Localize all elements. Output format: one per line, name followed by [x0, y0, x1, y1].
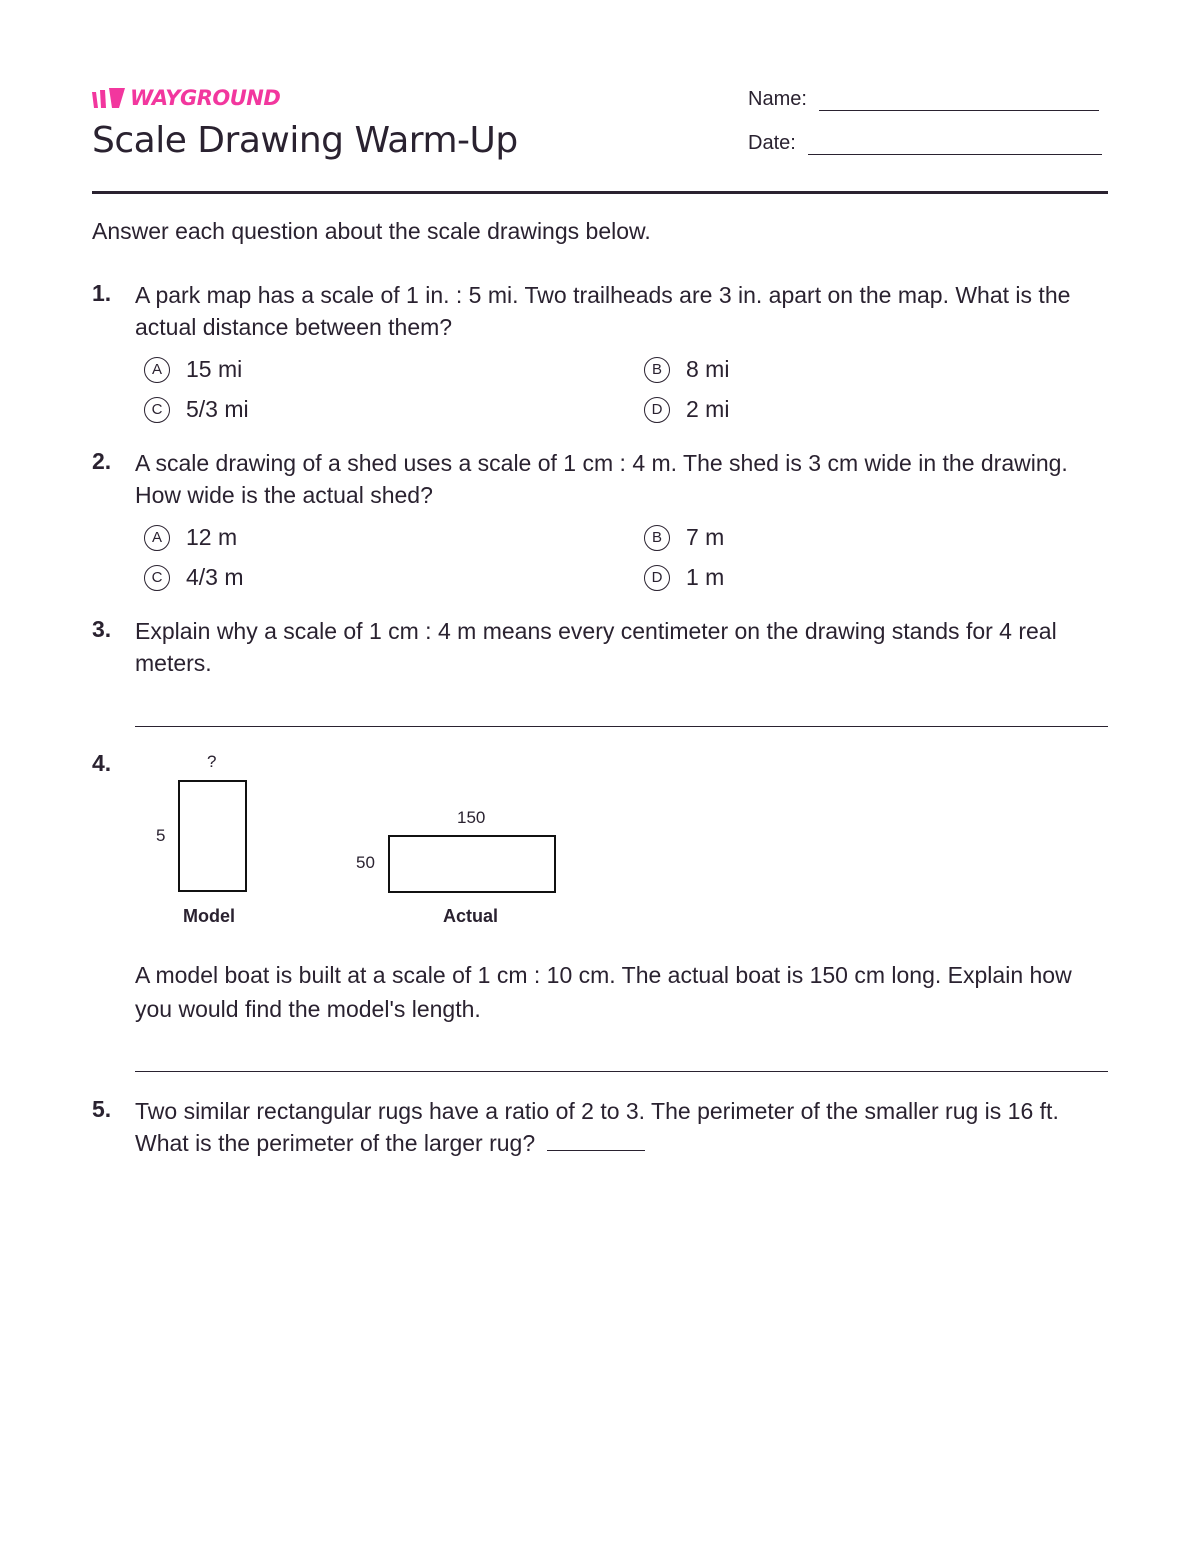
choice-text: 1 m	[686, 564, 725, 590]
question-number-4: 4.	[92, 750, 112, 776]
question-number-2: 2.	[92, 448, 112, 474]
brand-name: WAYGROUND	[130, 86, 281, 110]
model-rectangle	[178, 780, 247, 892]
question-text-5: Two similar rectangular rugs have a ratio of 2 to 3. The perimeter of the smaller rug is 16 ft. What is the perimeter of the larger rug?	[135, 1098, 1059, 1156]
question-5-block	[135, 1095, 1095, 1159]
choice-text: 7 m	[686, 524, 725, 550]
actual-rectangle	[388, 835, 556, 893]
question-text-1: A park map has a scale of 1 in. : 5 mi. Two trailheads are 3 in. apart on the map. What is the actual distance between them?	[135, 282, 1071, 340]
date-field[interactable]	[748, 132, 1102, 155]
choice-1c[interactable]	[144, 396, 249, 423]
choice-bubble[interactable]: A	[144, 357, 170, 383]
choice-bubble[interactable]: C	[144, 565, 170, 591]
question-number-3: 3.	[92, 616, 112, 642]
choice-bubble[interactable]: A	[144, 525, 170, 551]
actual-caption: Actual	[443, 906, 499, 926]
choice-2c[interactable]	[144, 564, 244, 591]
actual-side-label: 50	[356, 853, 375, 872]
name-field[interactable]	[748, 88, 1099, 111]
choice-2a[interactable]	[144, 524, 237, 551]
question-text-4: A model boat is built at a scale of 1 cm : 10 cm. The actual boat is 150 cm long. Explain how you would find the model's length.	[135, 962, 1072, 1022]
answer-line-4[interactable]	[135, 1071, 1108, 1072]
choice-bubble[interactable]: B	[644, 357, 670, 383]
date-label: Date:	[748, 132, 796, 154]
header-divider	[92, 191, 1108, 194]
question-text-3: Explain why a scale of 1 cm : 4 m means every centimeter on the drawing stands for 4 real meters.	[135, 618, 1057, 676]
choice-text: 2 mi	[686, 396, 730, 422]
choice-2b[interactable]	[644, 524, 724, 551]
brand-logo	[92, 86, 280, 110]
answer-blank-5[interactable]	[547, 1130, 645, 1151]
name-label: Name:	[748, 88, 807, 110]
choice-bubble[interactable]: C	[144, 397, 170, 423]
answer-line-3[interactable]	[135, 726, 1108, 727]
choice-text: 5/3 mi	[186, 396, 249, 422]
choice-text: 12 m	[186, 524, 238, 550]
page-title: Scale Drawing Warm-Up	[92, 120, 518, 161]
choice-2d[interactable]	[644, 564, 724, 591]
question-number-5: 5.	[92, 1096, 112, 1122]
choice-bubble[interactable]: B	[644, 525, 670, 551]
choice-text: 8 mi	[686, 356, 730, 382]
model-caption: Model	[183, 906, 235, 926]
question-number-1: 1.	[92, 280, 112, 306]
instructions: Answer each question about the scale drawings below.	[92, 218, 651, 244]
date-line[interactable]	[808, 132, 1102, 155]
choice-text: 15 mi	[186, 356, 243, 382]
wayground-logo-icon	[92, 86, 126, 110]
choice-bubble[interactable]: D	[644, 397, 670, 423]
choice-1a[interactable]	[144, 356, 242, 383]
model-top-label: ?	[207, 752, 217, 771]
question-text-2: A scale drawing of a shed uses a scale of 1 cm : 4 m. The shed is 3 cm wide in the drawing. How wide is the actual shed?	[135, 450, 1068, 508]
choice-1b[interactable]	[644, 356, 729, 383]
choice-1d[interactable]	[644, 396, 729, 423]
actual-top-label: 150	[457, 808, 486, 827]
model-side-label: 5	[156, 826, 166, 845]
name-line[interactable]	[819, 88, 1099, 111]
choice-bubble[interactable]: D	[644, 565, 670, 591]
choice-text: 4/3 m	[186, 564, 244, 590]
